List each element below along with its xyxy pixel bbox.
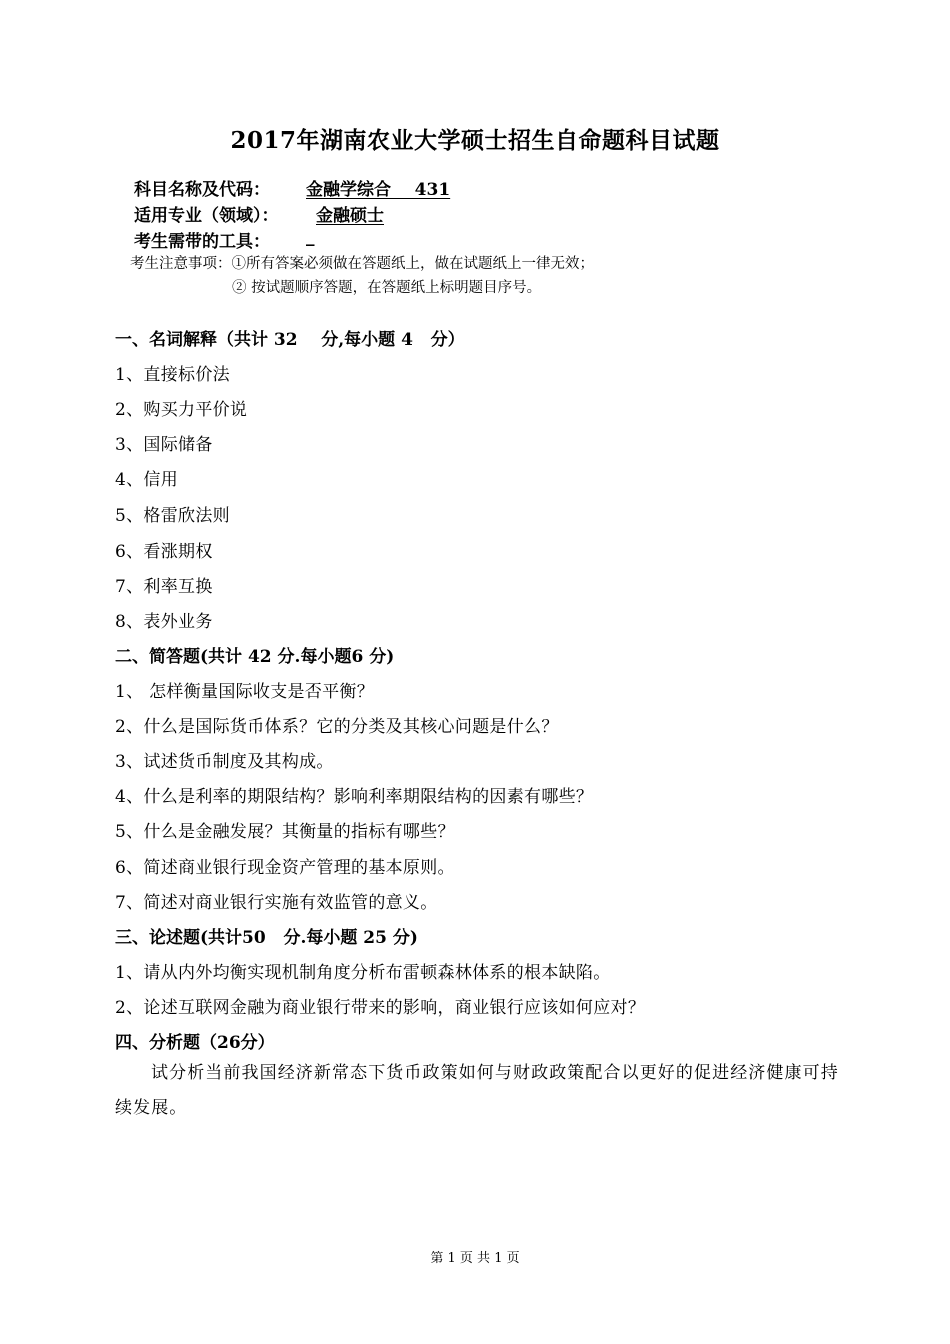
question-item: 2、什么是国际货币体系？它的分类及其核心问题是什么？ [115, 717, 559, 737]
question-item: 1、直接标价法 [115, 365, 230, 385]
section-heading: 三、论述题(共计50 分.每小题 25 分) [115, 928, 418, 948]
notice-line-2: ② 按试题顺序答题，在答题纸上标明题目序号。 [232, 280, 542, 296]
tools-value: _ [306, 227, 315, 247]
question-item: 1、 怎样衡量国际收支是否平衡？ [115, 682, 375, 702]
question-item: 4、什么是利率的期限结构？影响利率期限结构的因素有哪些？ [115, 787, 594, 807]
question-item: 5、什么是金融发展？其衡量的指标有哪些？ [115, 822, 455, 842]
question-item: 7、利率互换 [115, 577, 213, 597]
notice-line-1: 考生注意事项：①所有答案必须做在答题纸上，做在试题纸上一律无效； [130, 256, 594, 272]
question-item: 2、购买力平价说 [115, 400, 248, 420]
question-item: 6、简述商业银行现金资产管理的基本原则。 [115, 858, 455, 878]
question-item: 3、试述货币制度及其构成。 [115, 752, 334, 772]
question-item: 5、格雷欣法则 [115, 506, 230, 526]
tools-label: 考生需带的工具： [134, 232, 270, 252]
page-title: 2017年湖南农业大学硕士招生自命题科目试题 [230, 127, 720, 154]
analysis-question: 试分析当前我国经济新常态下货币政策如何与财政政策配合以更好的促进经济健康可持续发展。 [115, 1063, 839, 1118]
section-heading: 一、名词解释（共计 32 分,每小题 4 分） [115, 330, 465, 350]
question-item: 7、简述对商业银行实施有效监管的意义。 [115, 893, 438, 913]
major-value: 金融硕士 [316, 206, 384, 226]
question-item: 3、国际储备 [115, 435, 213, 455]
question-item: 6、看涨期权 [115, 542, 213, 562]
section-heading: 二、简答题(共计 42 分.每小题6 分) [115, 647, 395, 667]
section-heading: 四、分析题（26分） [115, 1033, 275, 1053]
subject-value: 金融学综合 431 [306, 180, 451, 200]
question-item: 8、表外业务 [115, 612, 213, 632]
question-item: 2、论述互联网金融为商业银行带来的影响，商业银行应该如何应对？ [115, 998, 646, 1018]
major-label: 适用专业（领域）： [134, 206, 279, 226]
subject-label: 科目名称及代码： [134, 180, 270, 200]
question-item: 1、请从内外均衡实现机制角度分析布雷顿森林体系的根本缺陷。 [115, 963, 611, 983]
page-number: 第 1 页 共 1 页 [430, 1251, 520, 1266]
question-item: 4、信用 [115, 470, 179, 490]
